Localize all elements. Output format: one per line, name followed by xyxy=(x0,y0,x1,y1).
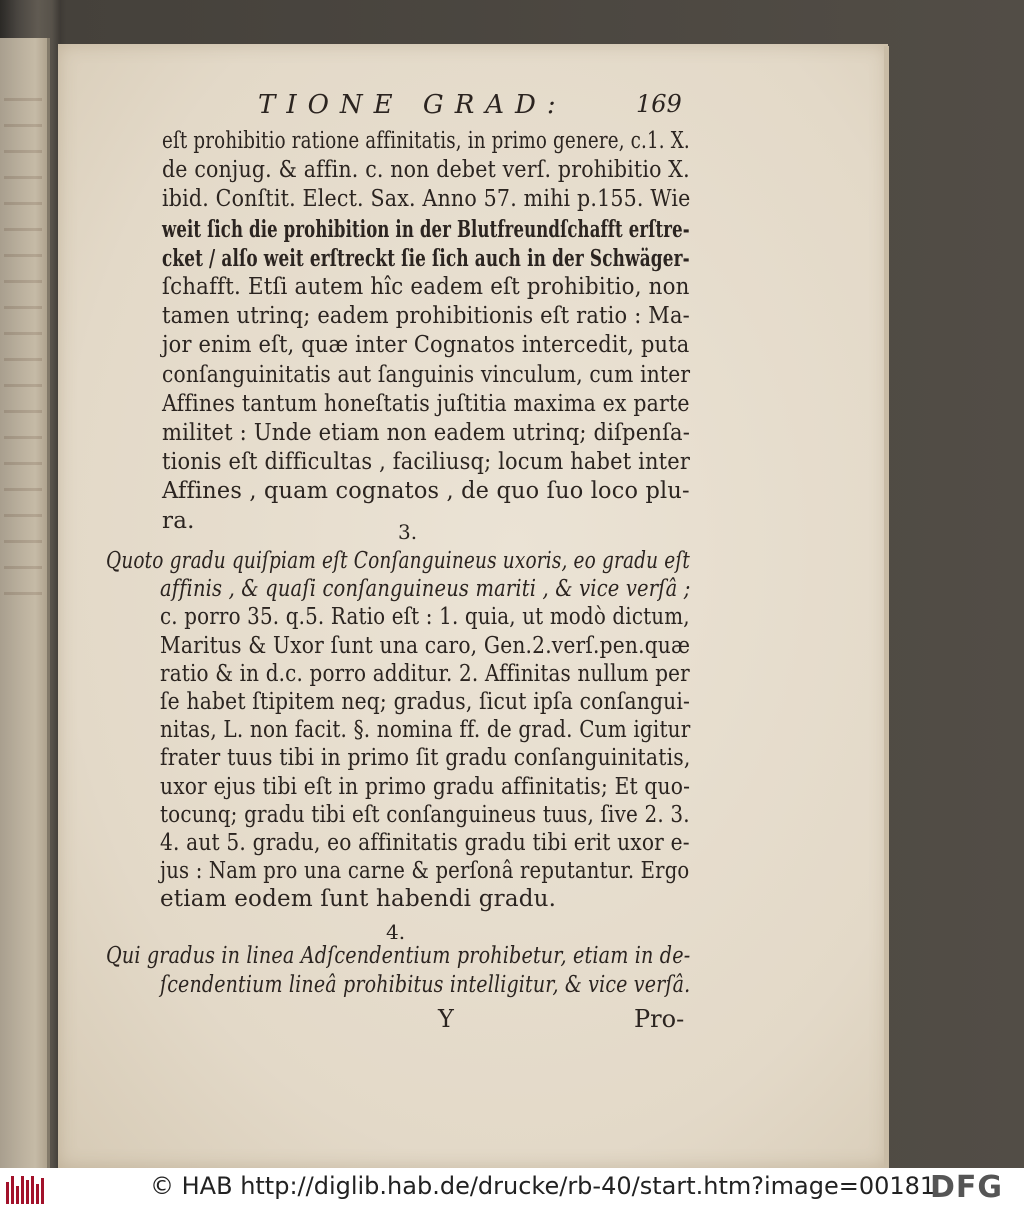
catchword: Pro- xyxy=(634,1005,685,1033)
text-line: de conjug. & affin. c. non debet verſ. prohibitio X. xyxy=(162,157,690,184)
section-number-4: 4. xyxy=(386,920,406,944)
text-line: militet : Unde etiam non eadem utrinq; diſpenſa- xyxy=(162,420,691,446)
text-line: ſchafft. Etſi autem hîc eadem eſt prohibitio, non xyxy=(162,274,690,300)
text-line: tamen utrinq; eadem prohibitionis eſt ratio : Ma- xyxy=(162,303,690,330)
text-line: Qui gradus in linea Adſcendentium prohibetur, etiam in de- xyxy=(106,943,691,969)
page-edge xyxy=(884,46,889,1168)
text-line: ſcendentium lineâ prohibitus intelligitur, & vice verſâ. xyxy=(160,972,691,998)
text-line: ſe habet ſtipitem neq; gradus, ſicut ipſa conſangui- xyxy=(160,689,691,715)
text-line: tionis eſt difficultas , faciliusq; locum habet inter xyxy=(162,449,691,476)
section-number-3: 3. xyxy=(398,520,418,544)
text-line: Affines , quam cognatos , de quo ſuo loco plu- xyxy=(162,478,690,505)
hab-library-logo xyxy=(6,1174,46,1204)
text-line: jus : Nam pro una carne & perſonâ reputantur. Ergo xyxy=(160,858,690,885)
text-line: frater tuus tibi in primo ſit gradu conſanguinitatis, xyxy=(160,745,691,772)
text-line: cket / alſo weit erſtreckt ſie ſich auch in der Schwäger- xyxy=(162,244,690,272)
copyright-url[interactable]: © HAB http://diglib.hab.de/drucke/rb-40/start.htm?image=00181 xyxy=(150,1172,936,1200)
text-line: ibid. Conſtit. Elect. Sax. Anno 57. mihi p.155. Wie xyxy=(162,186,691,213)
text-line: ratio & in d.c. porro additur. 2. Affinitas nullum per xyxy=(160,660,690,687)
text-line: c. porro 35. q.5. Ratio eſt : 1. quia, ut modò dictum, xyxy=(160,604,690,631)
text-line: tocunq; gradu tibi eſt conſanguineus tuus, ſive 2. 3. xyxy=(160,801,690,828)
text-line: 4. aut 5. gradu, eo affinitatis gradu tibi erit uxor e- xyxy=(160,830,690,856)
text-line: nitas, L. non facit. §. nomina ff. de grad. Cum igitur xyxy=(160,717,691,744)
text-line: Affines tantum honeſtatis juſtitia maxima ex parte xyxy=(162,390,690,417)
dfg-logo: DFG xyxy=(930,1170,1004,1205)
text-line: jor enim eſt, quæ inter Cognatos intercedit, puta xyxy=(162,332,690,359)
text-line: Maritus & Uxor ſunt una caro, Gen.2.verſ.pen.quæ xyxy=(160,632,691,659)
text-line: etiam eodem ſunt habendi gradu. xyxy=(160,886,557,913)
text-line: conſanguinitatis aut ſanguinis vinculum, cum inter xyxy=(162,361,691,388)
text-line: ra. xyxy=(162,507,195,534)
previous-page-edge xyxy=(0,38,50,1168)
footer-bar xyxy=(0,1168,1024,1209)
signature-mark: Y xyxy=(438,1005,454,1033)
running-head: TIONE GRAD: xyxy=(258,90,567,120)
text-line: weit ſich die prohibition in der Blutfreundſchafft erſtre- xyxy=(162,215,690,243)
text-line: uxor ejus tibi eſt in primo gradu affinitatis; Et quo- xyxy=(160,773,691,800)
text-line: Quoto gradu quiſpiam eſt Conſanguineus uxoris, eo gradu eſt xyxy=(106,548,690,574)
text-line: eſt prohibitio ratione affinitatis, in primo genere, c.1. X. xyxy=(162,128,690,154)
text-line: affinis , & quaſi conſanguineus mariti , & vice verſâ ; xyxy=(160,576,691,603)
page-number: 169 xyxy=(636,90,682,118)
